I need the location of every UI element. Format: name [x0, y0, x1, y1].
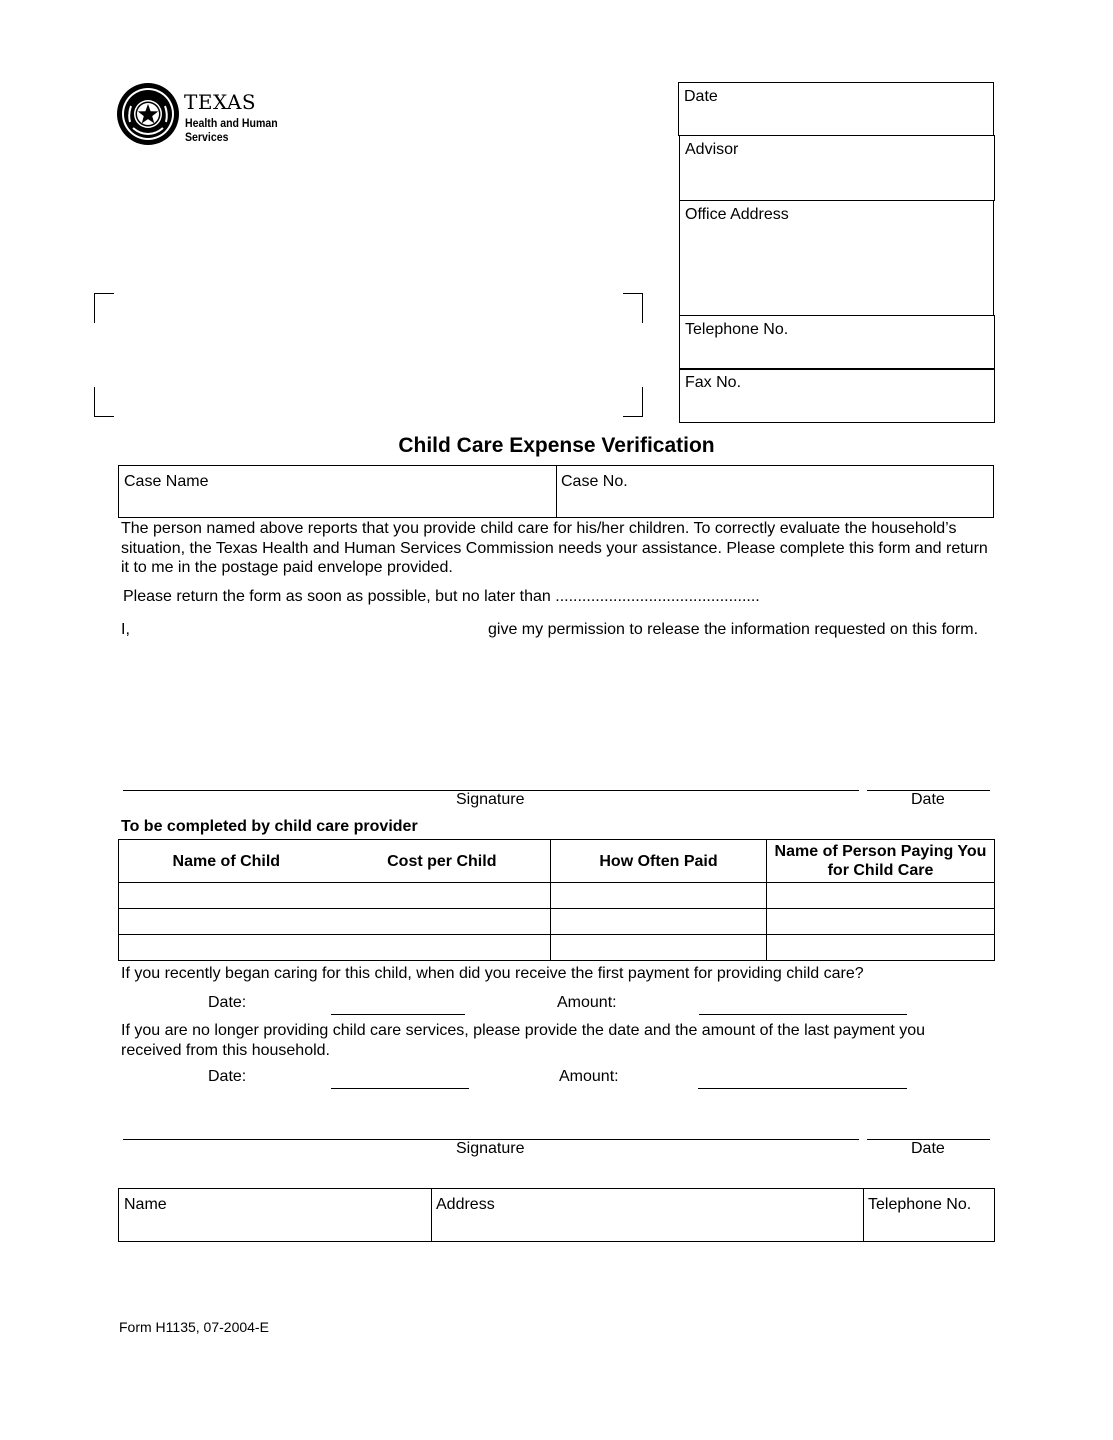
first-payment-question: If you recently began caring for this child, when did you receive the first payment for providing child care? [121, 965, 864, 982]
header-name-of-person-paying: Name of Person Paying You for Child Care [767, 840, 995, 883]
case-table-divider [556, 466, 557, 517]
last-payment-date-line[interactable] [331, 1088, 469, 1089]
first-payment-date-label: Date: [208, 994, 247, 1011]
date-label: Date [684, 88, 718, 105]
case-info-table [118, 465, 994, 518]
advisor-box[interactable] [679, 135, 995, 201]
contact-telephone-field[interactable] [868, 1195, 971, 1214]
hhs-logo [116, 82, 296, 148]
cell-child-cost[interactable] [119, 935, 551, 961]
first-payment-date-line[interactable] [331, 1014, 465, 1015]
last-payment-question: If you are no longer providing child care services, please provide the date and the amount of the last payment you received from this household. [121, 1022, 926, 1059]
case-number-label: Case No. [561, 473, 628, 490]
address-window-corner-tl [94, 293, 114, 323]
cell-person-paying[interactable] [767, 935, 995, 961]
cell-child-cost[interactable] [119, 883, 551, 909]
signature-date-label-1: Date [911, 791, 945, 808]
cell-person-paying[interactable] [767, 909, 995, 935]
case-name-field[interactable] [124, 472, 208, 491]
header-cost-per-child: Cost per Child [387, 852, 497, 870]
return-deadline-text: Please return the form as soon as possible, but no later than .............................................. [123, 588, 760, 605]
form-title: Child Care Expense Verification [398, 434, 715, 457]
address-window-corner-tr [623, 293, 643, 323]
cell-person-paying[interactable] [767, 883, 995, 909]
table-row [119, 909, 995, 935]
cell-child-cost[interactable] [119, 909, 551, 935]
contact-divider-1 [431, 1189, 432, 1241]
fax-box[interactable] [679, 368, 995, 423]
case-number-field[interactable] [561, 472, 628, 491]
signature-label-1: Signature [456, 791, 525, 808]
last-payment-amount-label: Amount: [559, 1068, 619, 1085]
date-box[interactable] [678, 82, 994, 136]
permission-text: give my permission to release the information requested on this form. [488, 621, 979, 638]
provider-section-heading: To be completed by child care provider [121, 818, 418, 835]
texas-seal-star-icon [116, 82, 180, 146]
address-window-corner-br [623, 387, 643, 417]
table-row [119, 935, 995, 961]
intro-paragraph: The person named above reports that you provide child care for his/her children. To correctly evaluate the household’s situation, the Texas Health and Human Services Commission needs your assistance. Please complete this form and return it to me in the postage paid envelope provided. [121, 520, 988, 576]
contact-name-field[interactable] [124, 1195, 167, 1214]
table-row [119, 883, 995, 909]
logo-agency-text [185, 116, 278, 144]
header-how-often-paid: How Often Paid [551, 840, 767, 883]
logo-agency-line-2: Services [185, 130, 229, 144]
provider-contact-table [118, 1188, 995, 1242]
header-child-and-cost [119, 840, 551, 883]
last-payment-date-label: Date: [208, 1068, 247, 1085]
provider-payment-table [118, 839, 995, 961]
permission-prefix: I, [121, 621, 130, 638]
first-payment-amount-line[interactable] [699, 1014, 907, 1015]
last-payment-amount-line[interactable] [698, 1088, 907, 1089]
first-payment-amount-label: Amount: [557, 994, 617, 1011]
logo-agency-line-1: Health and Human [185, 116, 278, 130]
advisor-label: Advisor [685, 141, 739, 158]
telephone-box[interactable] [679, 315, 995, 370]
logo-texas-text: TEXAS [184, 90, 257, 114]
fax-label: Fax No. [685, 374, 742, 391]
contact-address-label: Address [436, 1196, 495, 1213]
contact-name-label: Name [124, 1196, 167, 1213]
cell-how-often-paid[interactable] [551, 883, 767, 909]
header-name-of-child: Name of Child [172, 852, 281, 870]
office-address-box[interactable] [679, 200, 994, 316]
cell-how-often-paid[interactable] [551, 909, 767, 935]
contact-divider-2 [863, 1189, 864, 1241]
provider-table-header [119, 840, 995, 883]
signature-label-2: Signature [456, 1140, 525, 1157]
address-window-corner-bl [94, 387, 114, 417]
telephone-label: Telephone No. [685, 321, 789, 338]
contact-address-field[interactable] [436, 1195, 495, 1214]
case-name-label: Case Name [124, 473, 209, 490]
form-id: Form H1135, 07-2004-E [119, 1319, 269, 1335]
contact-telephone-label: Telephone No. [868, 1196, 972, 1213]
office-address-label: Office Address [685, 206, 789, 223]
signature-date-label-2: Date [911, 1140, 945, 1157]
cell-how-often-paid[interactable] [551, 935, 767, 961]
